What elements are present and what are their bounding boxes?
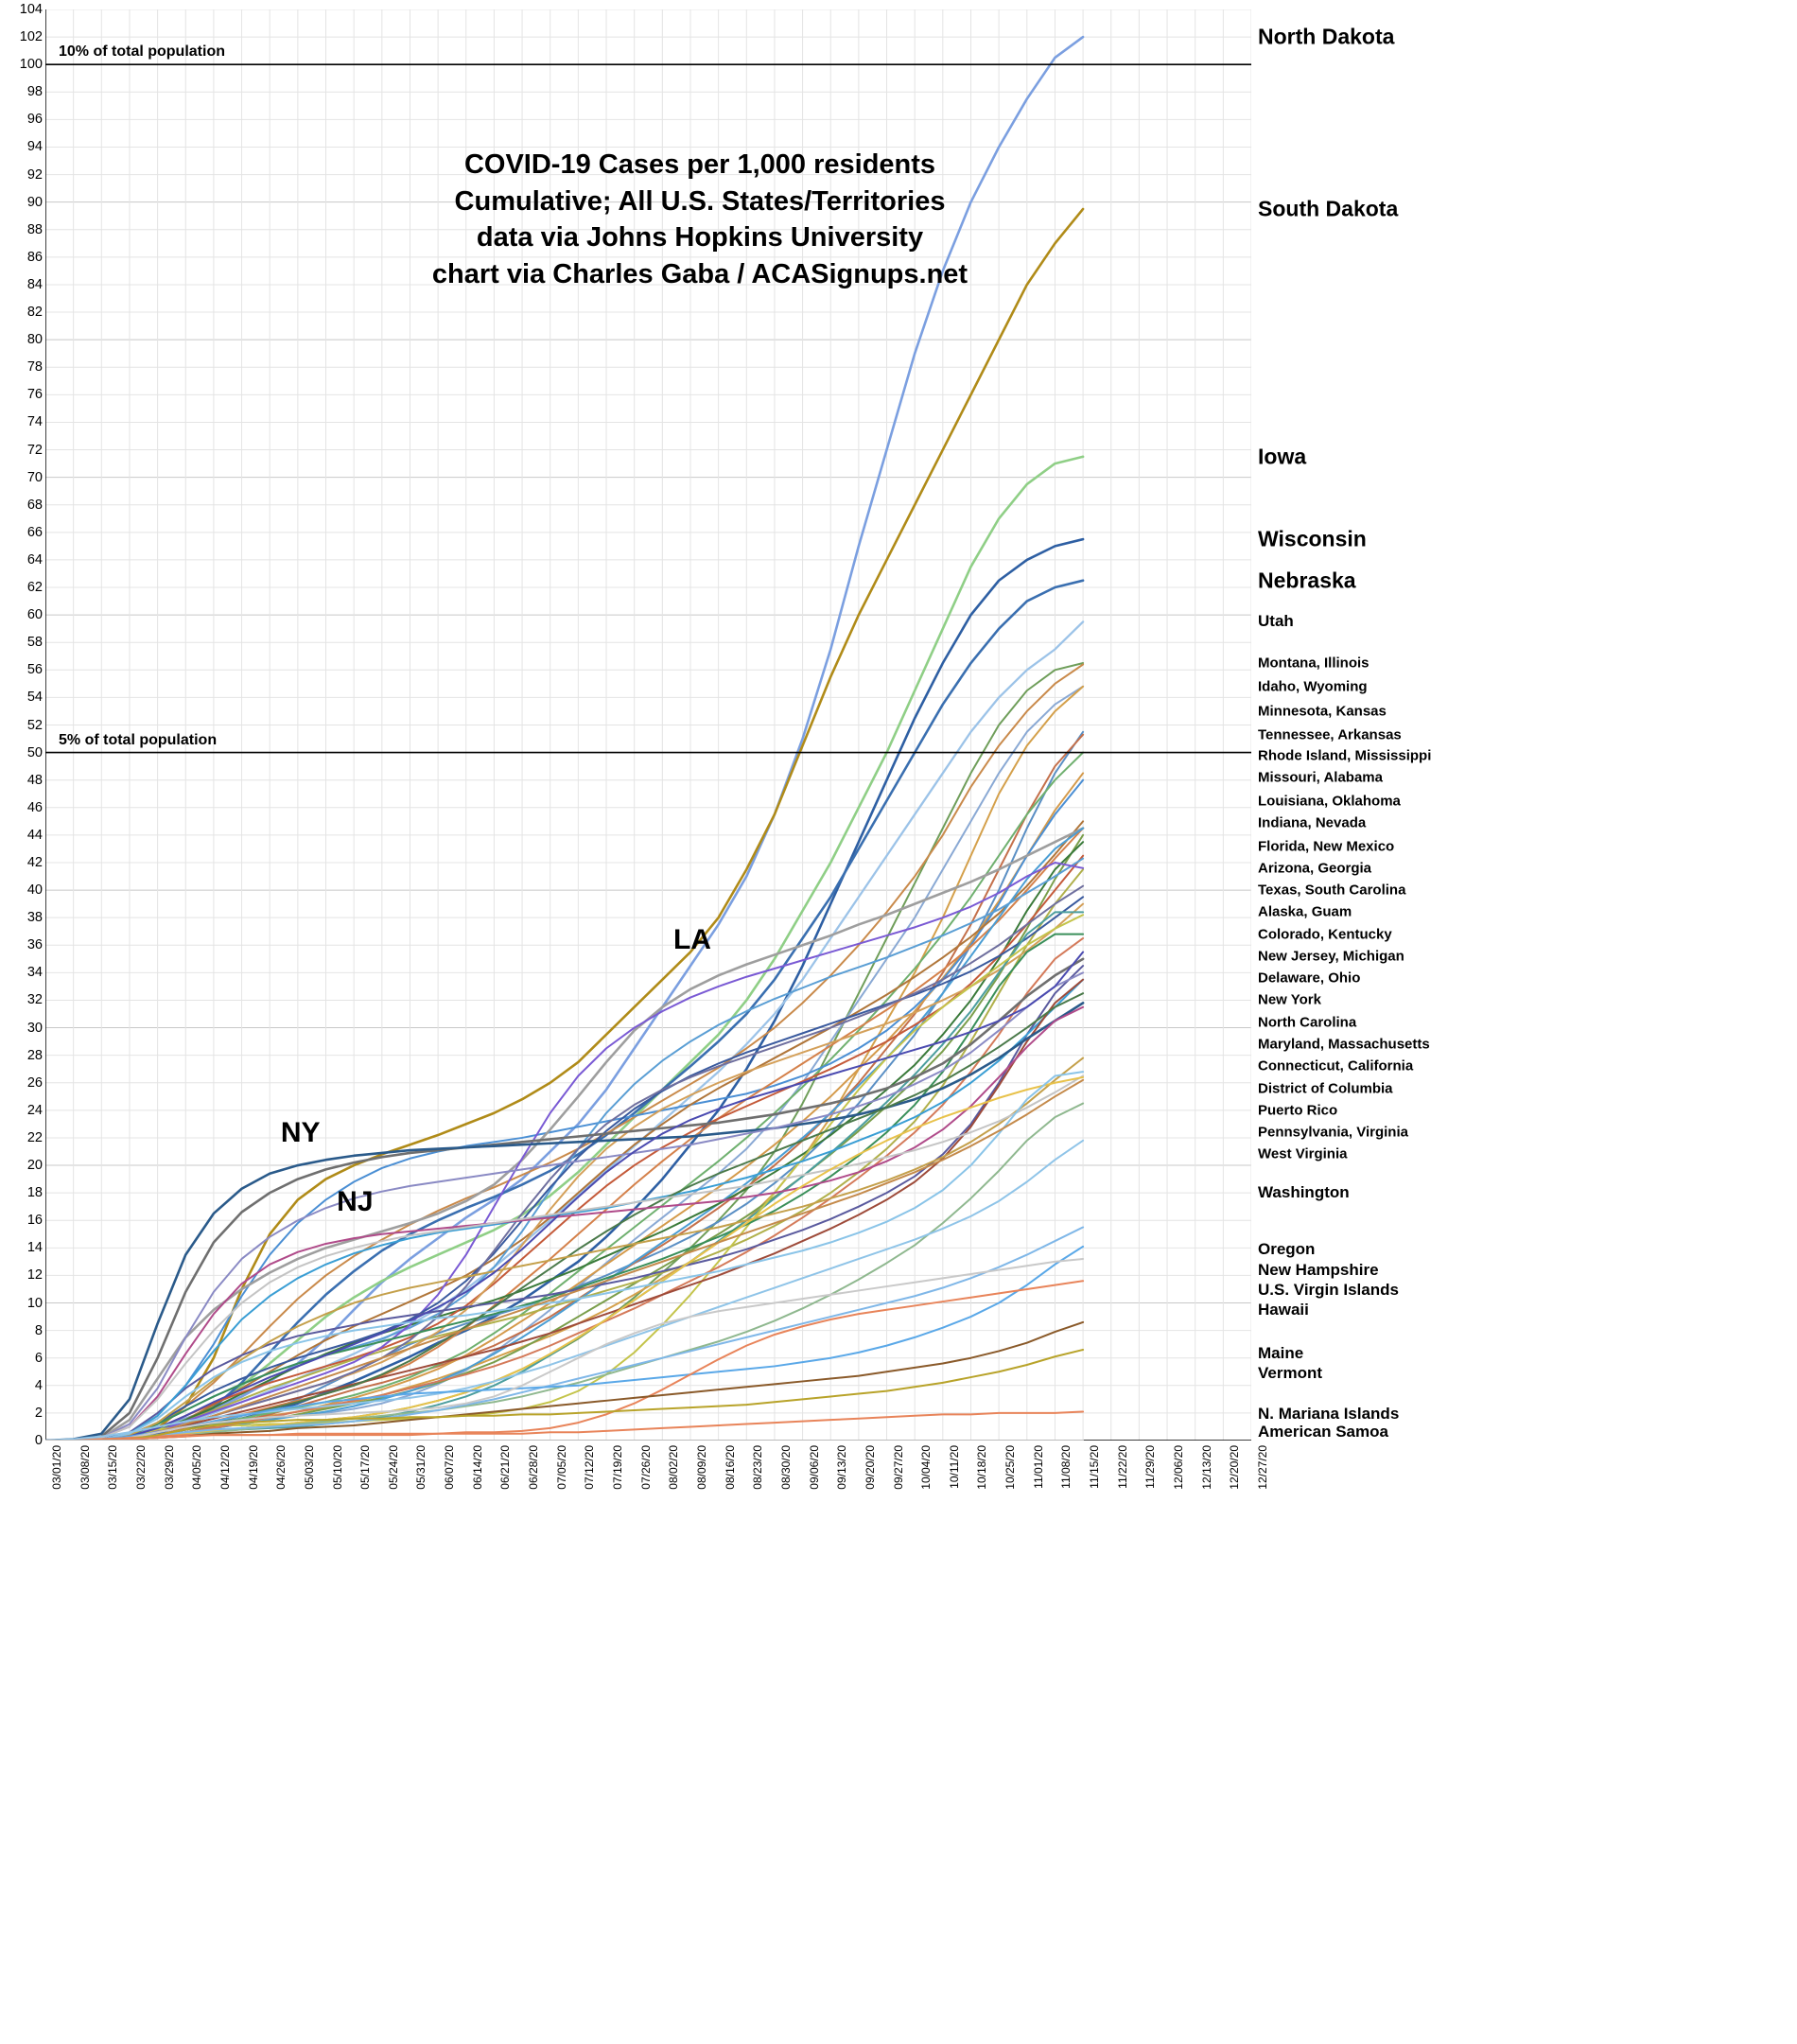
y-tick-label: 96 [26, 112, 43, 128]
x-tick-label: 07/19/20 [611, 1445, 625, 1490]
y-tick-label: 104 [19, 2, 43, 17]
reference-line-label: 10% of total population [59, 44, 225, 61]
series-end-label: Indiana, Nevada [1258, 814, 1367, 831]
y-tick-label: 4 [34, 1377, 43, 1393]
x-tick-label: 05/03/20 [302, 1445, 316, 1490]
y-tick-label: 6 [34, 1350, 43, 1366]
series-end-label: Pennsylvania, Virginia [1258, 1124, 1408, 1141]
x-tick-label: 06/21/20 [498, 1445, 513, 1490]
x-tick-label: 10/11/20 [947, 1445, 961, 1489]
y-tick-label: 52 [26, 717, 43, 733]
series-end-labels [1258, 0, 1797, 1476]
series-end-label: Montana, Illinois [1258, 655, 1370, 672]
y-tick-label: 34 [26, 965, 43, 981]
chart-title-line: Cumulative; All U.S. States/Territories [454, 185, 946, 217]
y-tick-label: 44 [26, 827, 43, 843]
x-tick-label: 04/19/20 [246, 1445, 260, 1490]
x-tick-label: 10/25/20 [1003, 1445, 1018, 1490]
series-end-label: New York [1258, 991, 1321, 1008]
x-tick-label: 08/09/20 [694, 1445, 708, 1490]
series-end-label: Florida, New Mexico [1258, 838, 1395, 855]
series-end-label: Colorado, Kentucky [1258, 926, 1392, 943]
series-end-label: Louisiana, Oklahoma [1258, 793, 1401, 809]
series-end-label: New Jersey, Michigan [1258, 948, 1404, 965]
series-end-label: N. Mariana Islands [1258, 1405, 1400, 1424]
y-tick-label: 0 [34, 1433, 43, 1448]
x-tick-label: 06/28/20 [527, 1445, 541, 1490]
x-tick-label: 10/18/20 [975, 1445, 989, 1490]
y-tick-label: 102 [19, 29, 43, 45]
y-tick-label: 20 [26, 1158, 43, 1174]
series-end-label: Iowa [1258, 444, 1307, 469]
y-tick-label: 8 [34, 1322, 43, 1338]
y-tick-label: 74 [26, 414, 43, 430]
x-tick-label: 06/14/20 [470, 1445, 484, 1490]
x-tick-label: 11/22/20 [1115, 1445, 1129, 1489]
y-axis [0, 2, 43, 1448]
y-tick-label: 2 [34, 1405, 43, 1421]
x-tick-label: 03/08/20 [78, 1445, 92, 1490]
x-tick-label: 08/16/20 [723, 1445, 737, 1490]
y-tick-label: 56 [26, 662, 43, 678]
x-tick-label: 09/06/20 [807, 1445, 821, 1490]
y-tick-label: 42 [26, 854, 43, 870]
y-tick-label: 58 [26, 635, 43, 651]
x-tick-label: 12/27/20 [1256, 1445, 1269, 1490]
y-tick-label: 22 [26, 1129, 43, 1145]
x-tick-label: 09/20/20 [863, 1445, 877, 1490]
x-tick-label: 03/01/20 [50, 1445, 63, 1490]
x-tick-label: 05/24/20 [386, 1445, 400, 1490]
chart-title [312, 147, 1088, 292]
reference-line-label: 5% of total population [59, 731, 218, 748]
series-end-label: Maine [1258, 1344, 1304, 1363]
y-tick-label: 80 [26, 332, 43, 348]
inline-annotation: NJ [337, 1185, 374, 1217]
x-tick-label: 12/20/20 [1228, 1445, 1242, 1490]
y-tick-label: 12 [26, 1267, 43, 1284]
x-tick-label: 05/10/20 [330, 1445, 344, 1490]
y-tick-label: 100 [19, 57, 43, 73]
x-tick-label: 03/22/20 [133, 1445, 148, 1490]
y-tick-label: 78 [26, 359, 43, 376]
series-end-label: Alaska, Guam [1258, 903, 1352, 920]
series-end-label: Texas, South Carolina [1258, 882, 1406, 899]
y-tick-label: 94 [26, 139, 43, 155]
y-tick-label: 14 [26, 1240, 43, 1256]
series-end-label: Delaware, Ohio [1258, 970, 1361, 987]
x-tick-label: 04/12/20 [218, 1445, 232, 1490]
x-tick-label: 05/17/20 [358, 1445, 373, 1490]
series-end-label: Wisconsin [1258, 526, 1367, 551]
y-tick-label: 84 [26, 276, 43, 292]
y-tick-label: 38 [26, 910, 43, 926]
series-end-label: Idaho, Wyoming [1258, 678, 1368, 695]
x-tick-label: 04/05/20 [190, 1445, 204, 1490]
y-tick-label: 68 [26, 497, 43, 513]
y-tick-label: 98 [26, 84, 43, 100]
y-tick-label: 32 [26, 992, 43, 1008]
y-tick-label: 82 [26, 305, 43, 321]
series-end-label: Vermont [1258, 1363, 1323, 1382]
y-tick-label: 62 [26, 580, 43, 596]
y-tick-label: 66 [26, 524, 43, 540]
x-tick-label: 09/27/20 [891, 1445, 905, 1490]
series-end-label: Tennessee, Arkansas [1258, 726, 1402, 743]
y-tick-label: 60 [26, 607, 43, 623]
y-tick-label: 48 [26, 772, 43, 788]
y-tick-label: 10 [26, 1295, 43, 1311]
y-tick-label: 86 [26, 249, 43, 265]
x-tick-label: 05/31/20 [414, 1445, 428, 1490]
series-end-label: South Dakota [1258, 196, 1399, 221]
y-tick-label: 64 [26, 551, 43, 568]
y-tick-label: 72 [26, 442, 43, 458]
x-tick-label: 12/06/20 [1172, 1445, 1186, 1490]
series-end-label: Hawaii [1258, 1300, 1309, 1319]
series-end-label: Puerto Rico [1258, 1102, 1338, 1119]
x-tick-label: 10/04/20 [919, 1445, 933, 1490]
series-end-label: New Hampshire [1258, 1260, 1379, 1279]
x-tick-label: 11/08/20 [1059, 1445, 1073, 1489]
chart-title-line: chart via Charles Gaba / ACASignups.net [431, 258, 968, 289]
x-tick-label: 08/02/20 [667, 1445, 681, 1490]
x-tick-label: 08/23/20 [751, 1445, 765, 1490]
x-tick-label: 07/12/20 [583, 1445, 597, 1490]
y-tick-label: 70 [26, 469, 43, 485]
chart-title-line: COVID-19 Cases per 1,000 residents [463, 149, 936, 180]
series-end-label: District of Columbia [1258, 1080, 1393, 1097]
y-tick-label: 50 [26, 744, 43, 760]
y-tick-label: 76 [26, 387, 43, 403]
chart-title-line: data via Johns Hopkins University [476, 222, 924, 253]
series-end-label: Minnesota, Kansas [1258, 703, 1387, 720]
inline-annotation: NY [280, 1116, 321, 1148]
y-tick-label: 90 [26, 194, 43, 210]
x-axis [45, 1445, 1269, 1559]
x-tick-label: 08/30/20 [778, 1445, 793, 1490]
x-tick-label: 04/26/20 [274, 1445, 288, 1490]
x-tick-label: 06/07/20 [443, 1445, 457, 1490]
y-tick-label: 16 [26, 1213, 43, 1229]
series-end-label: Nebraska [1258, 568, 1356, 593]
x-tick-label: 07/05/20 [554, 1445, 568, 1490]
x-tick-label: 09/13/20 [835, 1445, 849, 1490]
series-end-label: American Samoa [1258, 1423, 1388, 1441]
series-end-label: Washington [1258, 1183, 1350, 1202]
series-end-label: Arizona, Georgia [1258, 860, 1372, 877]
series-end-label: Maryland, Massachusetts [1258, 1036, 1430, 1053]
y-tick-label: 18 [26, 1185, 43, 1201]
y-tick-label: 28 [26, 1047, 43, 1063]
x-tick-label: 11/15/20 [1088, 1445, 1102, 1489]
inline-annotation: LA [672, 924, 711, 956]
y-tick-label: 24 [26, 1102, 43, 1118]
y-tick-label: 54 [26, 690, 43, 706]
y-tick-label: 30 [26, 1020, 43, 1036]
series-end-label: North Carolina [1258, 1014, 1357, 1031]
y-tick-label: 92 [26, 166, 43, 183]
y-tick-label: 36 [26, 937, 43, 953]
series-end-label: North Dakota [1258, 24, 1395, 49]
y-tick-label: 88 [26, 221, 43, 237]
series-end-label: Missouri, Alabama [1258, 769, 1383, 786]
x-tick-label: 11/01/20 [1031, 1445, 1045, 1489]
series-end-label: Oregon [1258, 1239, 1316, 1258]
series-end-label: Utah [1258, 612, 1294, 631]
series-end-label: U.S. Virgin Islands [1258, 1281, 1399, 1300]
x-tick-label: 07/26/20 [638, 1445, 653, 1490]
series-end-label: Rhode Island, Mississippi [1258, 747, 1432, 763]
x-tick-label: 03/15/20 [106, 1445, 120, 1490]
x-tick-label: 11/29/20 [1143, 1445, 1158, 1489]
y-tick-label: 46 [26, 799, 43, 815]
x-tick-label: 03/29/20 [162, 1445, 176, 1490]
series-end-label: Connecticut, California [1258, 1057, 1414, 1074]
y-tick-label: 40 [26, 882, 43, 899]
series-end-label: West Virginia [1258, 1145, 1348, 1162]
x-tick-label: 12/13/20 [1199, 1445, 1213, 1490]
y-tick-label: 26 [26, 1074, 43, 1091]
